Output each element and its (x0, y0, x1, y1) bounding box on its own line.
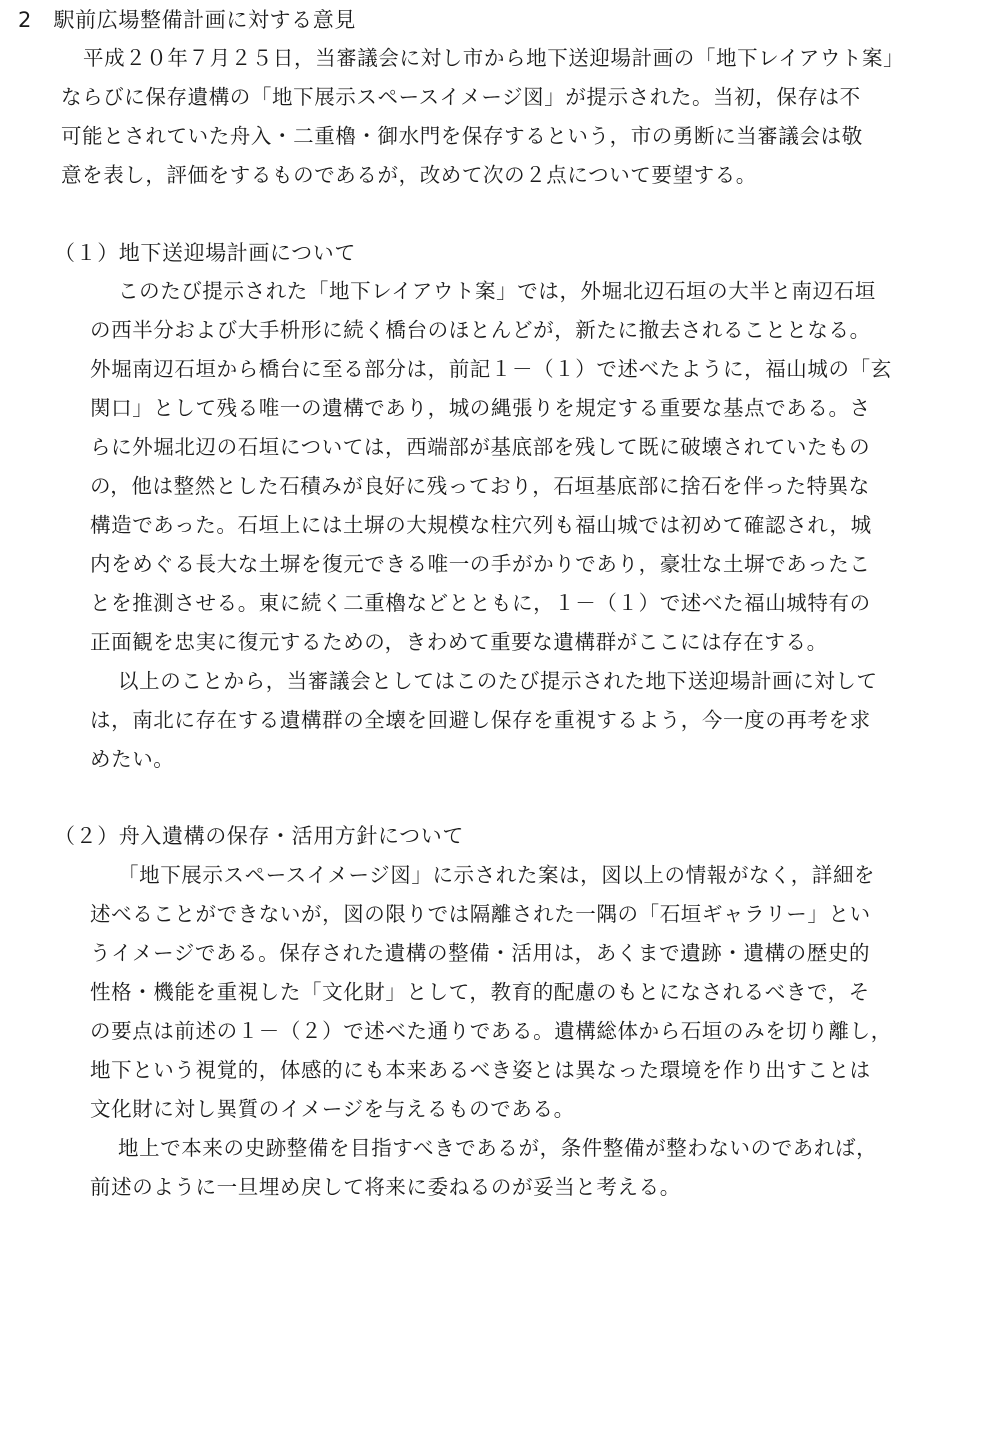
body-line: 以上のことから，当審議会としてはこのたび提示された地下送迎場計画に対して (118, 669, 878, 693)
body-line: 地下という視覚的，体感的にも本来あるべき姿とは異なった環境を作り出すことは (90, 1058, 871, 1082)
body-line: の西半分および大手枡形に続く橋台のほとんどが，新たに撤去されることとなる。 (90, 318, 871, 342)
subsection-1-heading: （１）地下送迎場計画について (54, 241, 356, 265)
body-line: うイメージである。保存された遺構の整備・活用は，あくまで遺跡・遺構の歴史的 (90, 941, 871, 965)
body-line: は，南北に存在する遺構群の全壊を回避し保存を重視するよう，今一度の再考を求 (90, 708, 871, 732)
intro-line: 可能とされていた舟入・二重櫓・御水門を保存するという，市の勇断に当審議会は敬 (61, 124, 863, 148)
body-line: とを推測させる。東に続く二重櫓などとともに，１－（１）で述べた福山城特有の (90, 591, 871, 615)
intro-line: 意を表し，評価をするものであるが，改めて次の２点について要望する。 (61, 163, 757, 187)
body-line: このたび提示された「地下レイアウト案」では，外堀北辺石垣の大半と南辺石垣 (118, 279, 876, 303)
body-line: 関口」として残る唯一の遺構であり，城の縄張りを規定する重要な基点である。さ (90, 396, 871, 420)
body-line: 文化財に対し異質のイメージを与えるものである。 (90, 1097, 575, 1121)
body-line: 内をめぐる長大な土塀を復元できる唯一の手がかりであり，豪壮な土塀であったこ (90, 552, 871, 576)
body-line: の，他は整然とした石積みが良好に残っており，石垣基底部に捨石を伴った特異な (90, 474, 870, 498)
body-line: 性格・機能を重視した「文化財」として，教育的配慮のもとになされるべきで，そ (90, 980, 870, 1004)
body-line: 外堀南辺石垣から橋台に至る部分は，前記１－（１）で述べたように，福山城の「玄 (90, 357, 892, 381)
intro-line: ならびに保存遺構の「地下展示スペースイメージ図」が提示された。当初，保存は不 (61, 85, 861, 109)
body-line: らに外堀北辺の石垣については，西端部が基底部を残して既に破壊されていたもの (90, 435, 871, 459)
body-line: 前述のように一旦埋め戻して将来に委ねるのが妥当と考える。 (90, 1175, 681, 1199)
body-line: めたい。 (90, 747, 175, 771)
body-line: の要点は前述の１－（２）で述べた通りである。遺構総体から石垣のみを切り離し， (90, 1019, 892, 1043)
intro-line: 平成２０年７月２５日，当審議会に対し市から地下送迎場計画の「地下レイアウト案」 (83, 46, 905, 70)
subsection-2-heading: （２）舟入遺構の保存・活用方針について (54, 824, 464, 848)
body-line: 述べることができないが，図の限りでは隔離された一隅の「石垣ギャラリー」とい (90, 902, 871, 926)
section-heading: 2 駅前広場整備計画に対する意見 (18, 8, 356, 32)
body-line: 地上で本来の史跡整備を目指すべきであるが，条件整備が整わないのであれば， (118, 1136, 878, 1160)
body-line: 「地下展示スペースイメージ図」に示された案は，図以上の情報がなく，詳細を (118, 863, 876, 887)
body-line: 構造であった。石垣上には土塀の大規模な柱穴列も福山城では初めて確認され，城 (90, 513, 872, 537)
body-line: 正面観を忠実に復元するための，きわめて重要な遺構群がここには存在する。 (90, 630, 828, 654)
